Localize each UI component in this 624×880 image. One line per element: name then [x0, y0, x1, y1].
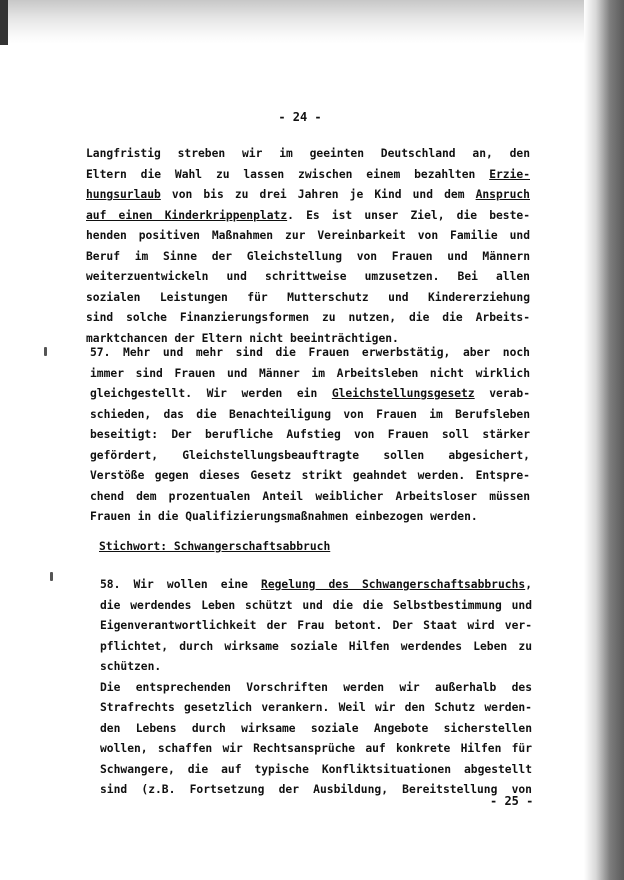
text-line: sozialen Leistungen für Mutterschutz und Kindererziehung — [86, 290, 530, 304]
text-line: marktchancen der Eltern nicht beeinträchtigen. — [86, 331, 399, 345]
text-line: Beruf im Sinne der Gleichstellung von Frauen und Männern — [86, 249, 530, 263]
text-line: gleichgestellt. Wir werden ein Gleichstellungsgesetz verab- — [90, 387, 531, 400]
text-line: schieden, das die Benachteiligung von Frauen im Berufsleben — [90, 407, 530, 421]
text-line: die werdendes Leben schützt und die die Selbstbestimmung und — [100, 598, 532, 612]
text-line: Eigenverantwortlichkeit der Frau betont. Der Staat wird ver- — [100, 619, 532, 632]
paragraph-57 — [90, 343, 530, 528]
text-line: henden positiven Maßnahmen zur Vereinbarkeit von Familie und — [86, 229, 530, 242]
paragraph-intro — [86, 144, 530, 349]
scan-edge-right — [584, 0, 624, 880]
scan-shadow-top — [0, 0, 624, 44]
underlined-term: auf einen Kinderkrippenplatz — [86, 208, 288, 222]
underlined-term: Gleichstellungsgesetz — [331, 387, 475, 400]
text-line: auf einen Kinderkrippenplatz. Es ist unser Ziel, die beste- — [86, 208, 531, 222]
text-line: gefördert, Gleichstellungsbeauftragte sollen abgesichert, — [90, 448, 530, 462]
next-page-marker: - 25 - — [490, 794, 534, 808]
text-line: Schwangere, die auf typische Konfliktsituationen abgestellt — [100, 762, 532, 776]
text-line: chend dem prozentualen Anteil weiblicher Arbeitsloser müssen — [90, 489, 530, 503]
text-line: Frauen in die Qualifizierungsmaßnahmen einbezogen werden. — [90, 510, 478, 523]
text-line: beseitigt: Der berufliche Aufstieg von Frauen soll stärker — [90, 428, 530, 441]
text-line: 57. Mehr und mehr sind die Frauen erwerbstätig, aber noch — [90, 346, 530, 359]
text-line: immer sind Frauen und Männer im Arbeitsleben nicht wirklich — [90, 366, 530, 380]
page-number: - 24 - — [278, 110, 322, 124]
text-line: Langfristig streben wir im geeinten Deutschland an, den — [86, 147, 530, 160]
scan-edge-left — [0, 0, 8, 45]
text-line: hungsurlaub von bis zu drei Jahren je Kind und dem Anspruch — [86, 188, 530, 201]
underlined-term: Anspruch — [475, 188, 530, 201]
text-line: pflichtet, durch wirksame soziale Hilfen werdendes Leben zu — [100, 639, 532, 653]
text-line: den Lebens durch wirksame soziale Angebote sicherstellen — [100, 721, 532, 735]
text-line: Eltern die Wahl zu lassen zwischen einem bezahlten Erzie- — [86, 167, 530, 181]
margin-mark — [44, 347, 47, 356]
underlined-term: hungsurlaub — [86, 188, 161, 201]
text-line: sind (z.B. Fortsetzung der Ausbildung, Bereitstellung von — [100, 783, 532, 796]
text-line: sind solche Finanzierungsformen zu nutzen, die die Arbeits- — [86, 311, 530, 324]
text-line: schützen. — [100, 660, 162, 673]
text-line: weiterzuentwickeln und schrittweise umzusetzen. Bei allen — [86, 270, 530, 283]
underlined-term: Erzie- — [489, 167, 530, 181]
text-line: Die entsprechenden Vorschriften werden wir außerhalb des — [100, 680, 532, 694]
underlined-term: Regelung des Schwangerschaftsabbruchs — [261, 578, 526, 591]
text-line: 58. Wir wollen eine Regelung des Schwangerschaftsabbruchs, — [100, 578, 532, 591]
text-line: Verstöße gegen dieses Gesetz strikt geahndet werden. Entspre- — [90, 469, 530, 482]
section-heading: Stichwort: Schwangerschaftsabbruch — [99, 540, 331, 553]
text-line: Strafrechts gesetzlich verankern. Weil wir den Schutz werden- — [100, 701, 532, 714]
text-line: wollen, schaffen wir Rechtsansprüche auf konkrete Hilfen für — [100, 742, 532, 755]
paragraph-58 — [100, 575, 532, 801]
margin-mark — [50, 572, 53, 581]
